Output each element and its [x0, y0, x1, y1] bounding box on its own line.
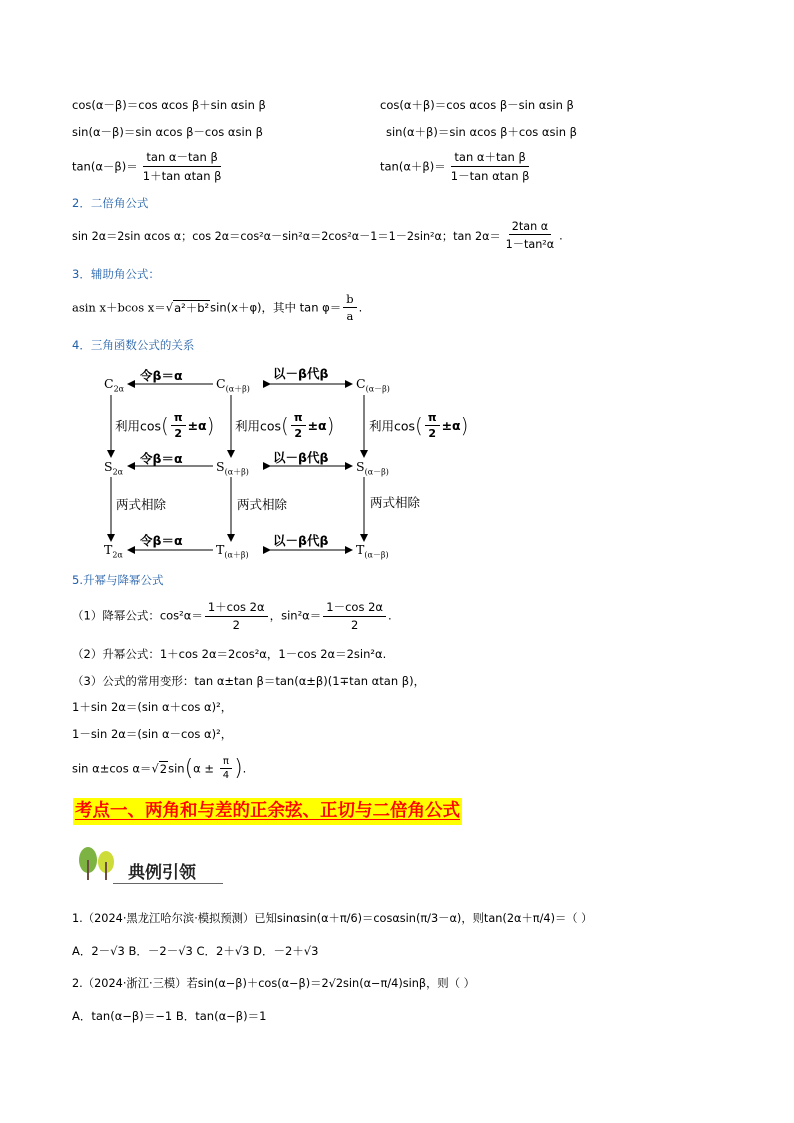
reduce-cos-num: 1＋cos 2α: [205, 599, 268, 617]
node-s2a: [104, 459, 123, 477]
node-s2a-sub: 2α: [112, 467, 124, 477]
question-2-options: A．tan(α−β)＝−1 B．tan(α−β)＝1: [72, 1009, 267, 1023]
examples-title: 典例引领: [128, 863, 196, 883]
tan-minus-lhs: tan(α－β)＝: [72, 159, 138, 174]
section5-line2: （2）升幂公式：1＋cos 2α＝2cos²α，1－cos 2α＝2sin²α.: [72, 647, 387, 661]
section4-title: 4．三角函数公式的关系: [72, 338, 195, 352]
node-tmab-sub: (α－β): [364, 550, 389, 560]
formula-sin-minus: sin(α－β)＝sin αcos β－cos αsin β: [72, 125, 263, 139]
formula-sin-plus: sin(α＋β)＝sin αcos β＋cos αsin β: [386, 125, 577, 139]
node-sab-sub: (α＋β): [224, 467, 249, 477]
label-use-cos-2: [235, 411, 334, 440]
reduce-cos-fraction: [205, 599, 268, 632]
paren-open-icon: (: [281, 413, 289, 438]
pi-num-2: π: [291, 411, 306, 426]
paren-open-icon: (: [184, 756, 194, 781]
node-cab: [216, 376, 250, 395]
pi-num-1: π: [171, 411, 186, 426]
tan2a-num: 2tan α: [509, 220, 551, 235]
node-tab-sub: (α＋β): [224, 550, 249, 560]
tan2a-den: 1－tan²α: [505, 238, 555, 251]
pi-half-fraction-1: [171, 411, 186, 440]
use-cos-tail-2: ±α: [307, 418, 327, 433]
node-sab: [216, 459, 249, 478]
node-s2a-letter: S: [104, 459, 113, 474]
question-1-stem: 1.（2024·黑龙江哈尔滨·模拟预测）已知sinαsin(α＋π/6)＝cosαsin(π/3－α)，则tan(2α＋π/4)＝（ ）: [72, 912, 593, 925]
sum-sin: sin: [168, 761, 185, 776]
formula-cos-plus: cos(α＋β)＝cos αcos β－sin αsin β: [380, 98, 574, 112]
reduce-sin-den: 2: [350, 618, 359, 632]
examples-underline: [113, 883, 223, 884]
paren-close-icon: ): [206, 413, 215, 438]
node-smab: [356, 459, 389, 478]
node-c2a-sub: 2α: [113, 384, 125, 394]
sqrt-icon: √: [151, 761, 159, 776]
aux-rhs: sin(x＋φ)，其中 tan φ＝: [210, 300, 342, 315]
paren-close-icon: ): [234, 756, 243, 781]
label-let-3: 令β＝α: [140, 533, 183, 548]
sum-sqrt: 2: [159, 761, 168, 776]
pi-quarter-fraction: [220, 756, 232, 781]
reduce-sin-fraction: [323, 599, 386, 632]
node-tab: [216, 542, 249, 561]
node-c2a-letter: C: [104, 376, 114, 391]
sum-pre: sin α±cos α＝: [72, 761, 152, 776]
node-c2a: [104, 376, 124, 394]
paren-open-icon: (: [415, 413, 423, 438]
two-den-2: 2: [294, 427, 303, 440]
pi-quarter-num: π: [220, 756, 232, 769]
aux-sqrt-body: a²＋b²: [174, 300, 210, 315]
tan-plus-den: 1－tan αtan β: [450, 169, 530, 183]
reduce-power-mid: ，sin²α＝: [269, 608, 322, 623]
section2-tail: .: [559, 229, 563, 243]
node-tmab-letter: T: [356, 542, 365, 557]
node-cab-sub: (α＋β): [225, 384, 250, 394]
label-divide-1: 两式相除: [116, 497, 167, 512]
sqrt-icon: √: [165, 300, 174, 315]
label-replace-3: 以－β代β: [273, 533, 329, 548]
use-cos-text-1: 利用cos: [115, 418, 162, 434]
paren-open-icon: (: [161, 413, 169, 438]
label-let-1: 令β＝α: [140, 368, 183, 383]
label-replace-2: 以－β代β: [273, 450, 329, 465]
use-cos-tail-1: ±α: [187, 418, 207, 433]
section5-line3: （3）公式的常用变形：tan α±tan β＝tan(α±β)(1∓tan αtan β)，: [72, 674, 426, 688]
label-use-cos-3: [369, 411, 468, 440]
formula-cos-minus: cos(α－β)＝cos αcos β＋sin αsin β: [72, 98, 266, 112]
aux-lhs: asin x＋bcos x＝: [72, 300, 166, 315]
node-cab-letter: C: [216, 376, 226, 391]
tan-minus-num: tan α－tan β: [143, 149, 220, 167]
aux-num: b: [343, 292, 356, 308]
tan-plus-lhs: tan(α＋β)＝: [380, 159, 446, 174]
section2-title: 2．二倍角公式: [72, 196, 149, 210]
section5-line1: [72, 599, 392, 632]
label-use-cos-1: [115, 411, 214, 440]
aux-tail: .: [358, 300, 363, 315]
sum-tail: .: [242, 761, 247, 776]
label-divide-3: 两式相除: [370, 495, 421, 510]
node-cmab-letter: C: [356, 376, 366, 391]
section3-title: 3．辅助角公式：: [72, 267, 160, 281]
use-cos-text-2: 利用cos: [235, 418, 282, 434]
section5-line4: 1＋sin 2α＝(sin α＋cos α)²，: [72, 700, 233, 714]
kaodian-heading: 考点一、两角和与差的正余弦、正切与二倍角公式: [73, 798, 462, 825]
node-tab-letter: T: [216, 542, 225, 557]
two-den-3: 2: [428, 427, 437, 440]
use-cos-tail-3: ±α: [441, 418, 461, 433]
pi-quarter-den: 4: [222, 770, 230, 781]
reduce-cos-den: 2: [232, 618, 240, 632]
node-tmab: [356, 542, 389, 561]
double-angle-line: sin 2α＝2sin αcos α；cos 2α＝cos²α－sin²α＝2cos²α－1＝1－2sin²α；tan 2α＝: [72, 230, 501, 243]
node-t2a-letter: T: [104, 542, 113, 557]
tan-plus-num: tan α＋tan β: [451, 149, 528, 167]
node-smab-sub: (α－β): [364, 467, 389, 477]
aux-den: a: [346, 309, 354, 323]
question-1-options: A．2－√3 B．－2－√3 C．2＋√3 D．－2＋√3: [72, 944, 319, 958]
tree-icon: [76, 846, 122, 882]
pi-half-fraction-2: [291, 411, 306, 440]
section5-line6: [72, 756, 246, 781]
reduce-sin-num: 1－cos 2α: [323, 599, 386, 617]
paren-close-icon: ): [326, 413, 335, 438]
label-let-2: 令β＝α: [140, 451, 183, 466]
section5-title: 5.升幂与降幂公式: [72, 573, 164, 587]
paren-close-icon: ): [460, 413, 469, 438]
tan-minus-den: 1＋tan αtan β: [142, 169, 222, 183]
node-smab-letter: S: [356, 459, 365, 474]
sum-paren-body: α ±: [193, 761, 218, 776]
node-cmab-sub: (α－β): [365, 384, 390, 394]
reduce-power-pre: （1）降幂公式：cos²α＝: [72, 608, 203, 623]
reduce-power-tail: .: [388, 608, 392, 623]
node-cmab: [356, 376, 390, 395]
node-t2a-sub: 2α: [112, 550, 123, 560]
question-2-stem: 2.（2024·浙江·三模）若sin(α−β)＋cos(α−β)＝2√2sin(α−π/4)sinβ，则（ ）: [72, 977, 475, 990]
label-divide-2: 两式相除: [237, 497, 288, 512]
node-sab-letter: S: [216, 459, 225, 474]
section5-line5: 1－sin 2α＝(sin α－cos α)²，: [72, 727, 233, 741]
pi-half-fraction-3: [425, 411, 440, 440]
node-t2a: [104, 542, 123, 560]
pi-num-3: π: [425, 411, 440, 426]
two-den-1: 2: [174, 427, 183, 440]
use-cos-text-3: 利用cos: [369, 418, 416, 434]
label-replace-1: 以－β代β: [273, 366, 329, 381]
